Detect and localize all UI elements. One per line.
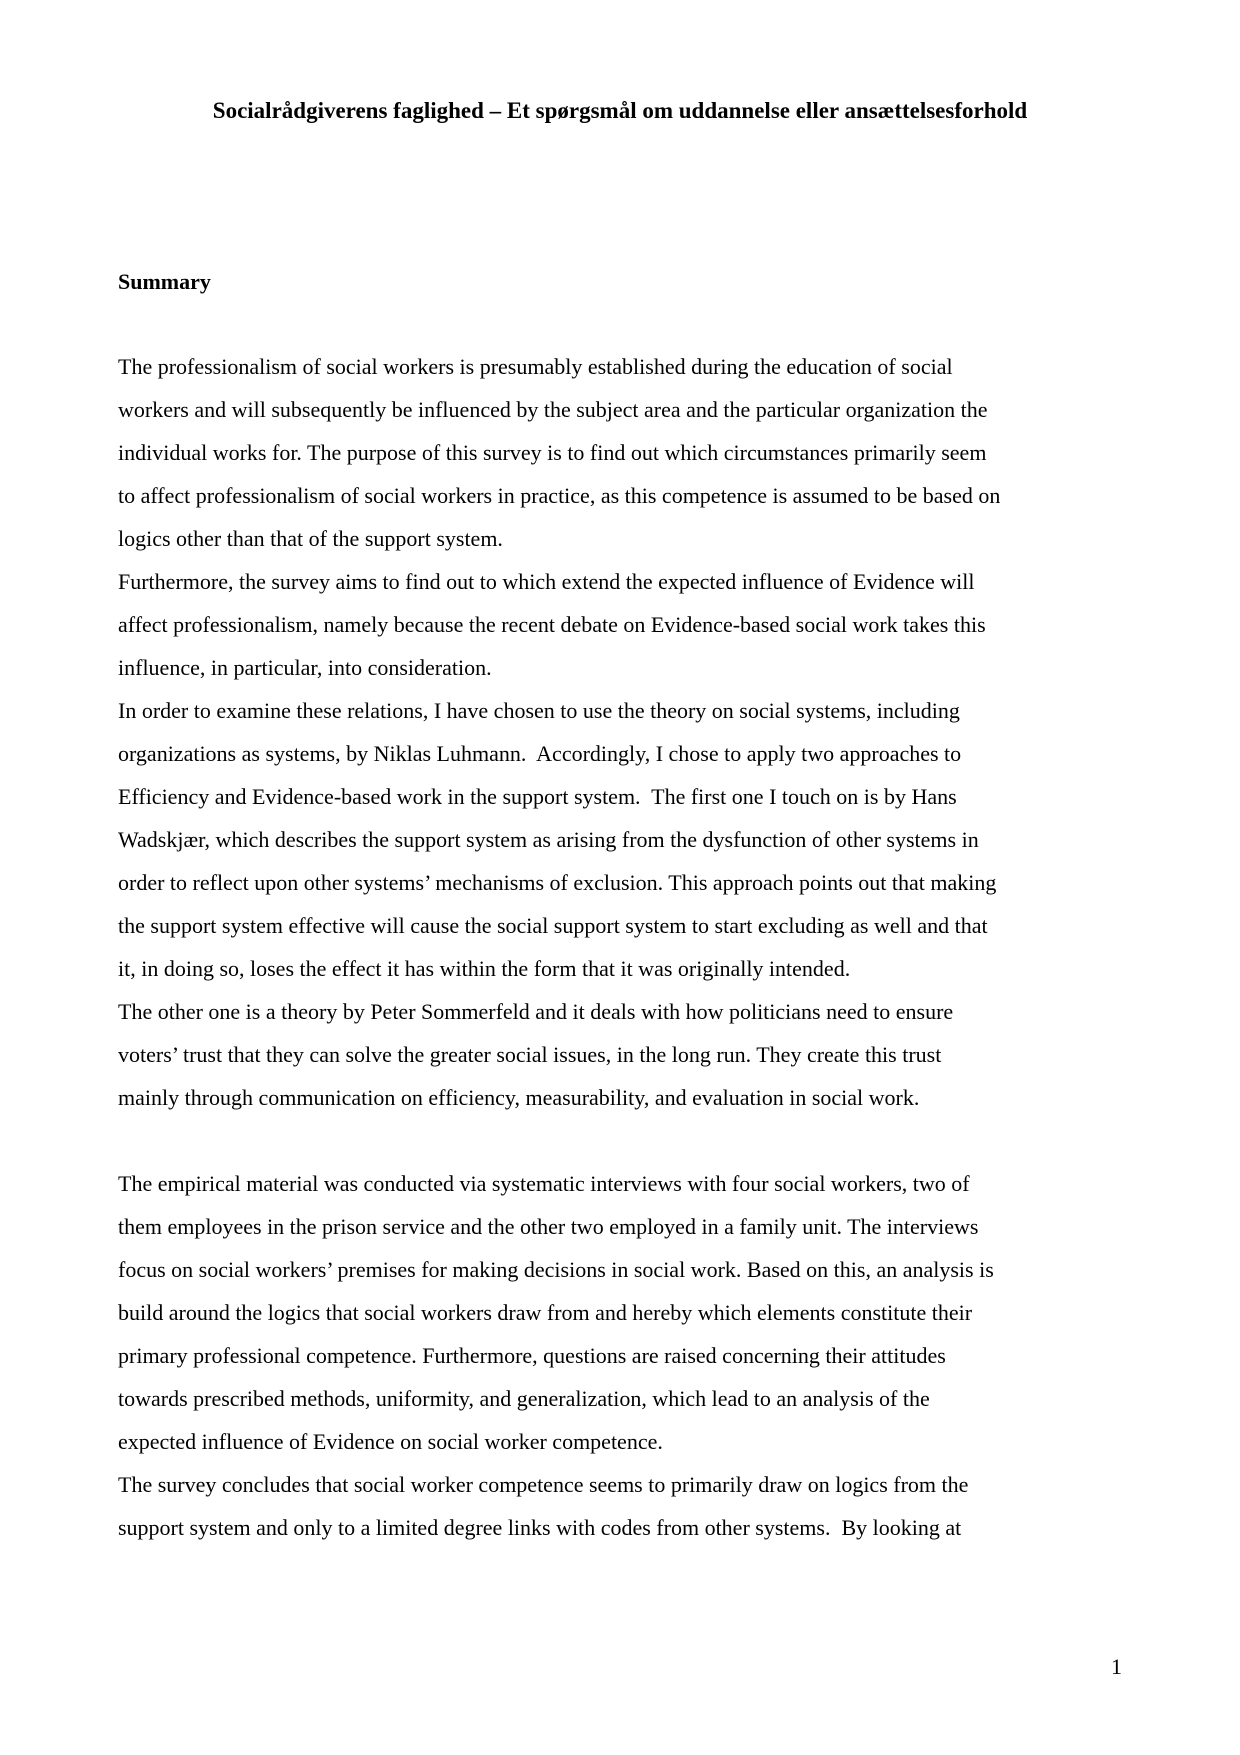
section-heading-summary: Summary [118, 269, 211, 294]
text-line: influence, in particular, into consideration. [118, 655, 492, 680]
text-line: individual works for. The purpose of this survey is to find out which circumstances primarily seem [118, 440, 987, 465]
text-line: to affect professionalism of social workers in practice, as this competence is assumed to be based on [118, 483, 1001, 508]
page-number: 1 [1111, 1654, 1122, 1679]
text-line: support system and only to a limited degree links with codes from other systems. By looking at [118, 1515, 962, 1540]
text-line: Furthermore, the survey aims to find out to which extend the expected influence of Evidence will [118, 569, 975, 594]
paragraph-block-theory [118, 345, 1128, 1119]
text-line: them employees in the prison service and the other two employed in a family unit. The interviews [118, 1214, 979, 1239]
paragraph-block-empirical [118, 1162, 1128, 1549]
text-line: In order to examine these relations, I have chosen to use the theory on social systems, including [118, 698, 960, 723]
text-line: affect professionalism, namely because the recent debate on Evidence-based social work takes this [118, 612, 986, 637]
text-line: workers and will subsequently be influenced by the subject area and the particular organization the [118, 397, 988, 422]
text-line: primary professional competence. Furthermore, questions are raised concerning their attitudes [118, 1343, 946, 1368]
text-line: Wadskjær, which describes the support system as arising from the dysfunction of other systems in [118, 827, 979, 852]
text-line: The survey concludes that social worker competence seems to primarily draw on logics from the [118, 1472, 969, 1497]
text-line: mainly through communication on efficiency, measurability, and evaluation in social work. [118, 1085, 920, 1110]
text-line: Efficiency and Evidence-based work in the support system. The first one I touch on is by Hans [118, 784, 957, 809]
text-line: focus on social workers’ premises for making decisions in social work. Based on this, an analysis is [118, 1257, 994, 1282]
document-title: Socialrådgiverens faglighed – Et spørgsmål om uddannelse eller ansættelsesforhold [212, 98, 1028, 123]
text-line: voters’ trust that they can solve the greater social issues, in the long run. They create this trust [118, 1042, 942, 1067]
text-line: The other one is a theory by Peter Sommerfeld and it deals with how politicians need to ensure [118, 999, 954, 1024]
text-line: it, in doing so, loses the effect it has within the form that it was originally intended. [118, 956, 851, 981]
text-line: expected influence of Evidence on social worker competence. [118, 1429, 663, 1454]
text-line: order to reflect upon other systems’ mechanisms of exclusion. This approach points out that making [118, 870, 997, 895]
text-line: build around the logics that social workers draw from and hereby which elements constitute their [118, 1300, 973, 1325]
text-line: logics other than that of the support system. [118, 526, 503, 551]
text-line: organizations as systems, by Niklas Luhmann. Accordingly, I chose to apply two approaches to [118, 741, 962, 766]
summary-body [118, 345, 1128, 1549]
text-line: The professionalism of social workers is presumably established during the education of social [118, 354, 953, 379]
text-line: The empirical material was conducted via systematic interviews with four social workers, two of [118, 1171, 970, 1196]
text-line: the support system effective will cause the social support system to start excluding as well and that [118, 913, 988, 938]
text-line: towards prescribed methods, uniformity, and generalization, which lead to an analysis of the [118, 1386, 930, 1411]
